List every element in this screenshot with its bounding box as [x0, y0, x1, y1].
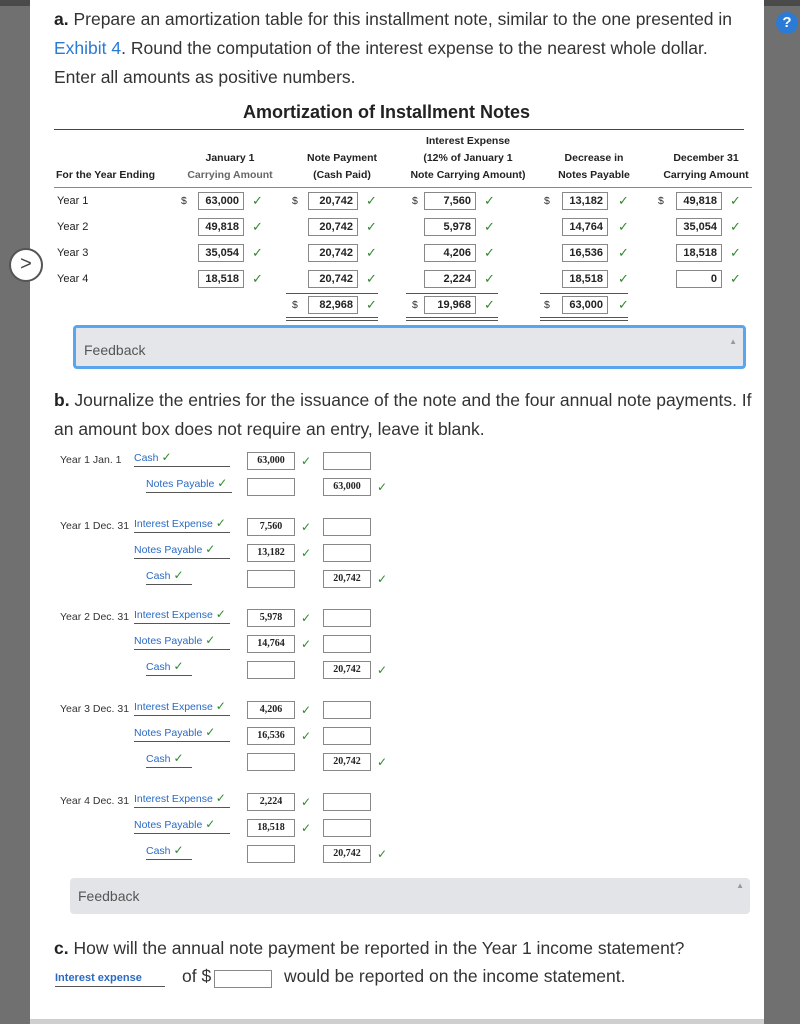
- check-icon: ✓: [301, 520, 312, 534]
- credit-input[interactable]: [323, 701, 371, 719]
- help-icon[interactable]: ?: [776, 12, 798, 34]
- check-icon: ✓: [618, 193, 629, 208]
- cell-ending-input[interactable]: 0: [676, 270, 722, 288]
- debit-input[interactable]: 63,000: [247, 452, 295, 470]
- credit-input[interactable]: 20,742: [323, 753, 371, 771]
- entry-date: Year 3 Dec. 31: [60, 703, 130, 715]
- debit-input[interactable]: [247, 753, 295, 771]
- account-select[interactable]: [134, 791, 230, 808]
- account-label: Interest Expense: [134, 518, 213, 530]
- check-icon: ✓: [484, 219, 495, 234]
- check-icon: ✓: [252, 245, 263, 260]
- header-interest: Interest Expense (12% of January 1 Note Carrying Amount): [410, 135, 526, 181]
- account-select[interactable]: [134, 542, 230, 559]
- account-label: Notes Payable: [146, 478, 215, 490]
- credit-input[interactable]: 63,000: [323, 478, 371, 496]
- total-decrease-input[interactable]: 63,000: [562, 296, 608, 314]
- account-label: Interest Expense: [134, 793, 213, 805]
- check-icon: ✓: [161, 450, 172, 464]
- table-title: Amortization of Installment Notes: [243, 102, 531, 122]
- account-label: Cash: [146, 570, 171, 582]
- check-icon: ✓: [301, 454, 312, 468]
- entry-date: Year 1 Dec. 31: [60, 520, 130, 532]
- check-icon: ✓: [366, 193, 377, 208]
- of-label: of $: [182, 966, 212, 986]
- account-label: Cash: [146, 661, 171, 673]
- header-ending: December 31 Carrying Amount: [663, 152, 749, 181]
- header-year: For the Year Ending: [56, 169, 155, 181]
- cell-interest-input[interactable]: 2,224: [424, 270, 476, 288]
- dollar-sign: $: [412, 299, 418, 311]
- cell-interest-input[interactable]: 7,560: [424, 192, 476, 210]
- debit-input[interactable]: [247, 570, 295, 588]
- account-label: Cash: [134, 452, 159, 464]
- header-payment: Note Payment (Cash Paid): [306, 152, 378, 181]
- debit-input[interactable]: [247, 478, 295, 496]
- check-icon: ✓: [730, 245, 741, 260]
- income-statement-select[interactable]: Interest expense: [55, 971, 165, 987]
- header-decrease: Decrease in Notes Payable: [558, 152, 630, 181]
- part-a-prompt: a. Prepare an amortization table for this installment note, similar to the one presented in Exhibit 4. Round the computation of the interest expense to the nearest whole dollar. Enter all amounts as positive numbers.: [54, 9, 733, 87]
- debit-input[interactable]: 7,560: [247, 518, 295, 536]
- check-icon: ✓: [301, 729, 312, 743]
- check-icon: ✓: [173, 659, 184, 673]
- income-amount-input[interactable]: [214, 970, 272, 988]
- part-b-feedback[interactable]: Feedback ▲: [70, 878, 750, 914]
- credit-input[interactable]: [323, 635, 371, 653]
- check-icon: ✓: [301, 795, 312, 809]
- check-icon: ✓: [366, 297, 377, 312]
- account-label: Cash: [146, 753, 171, 765]
- check-icon: ✓: [301, 546, 312, 560]
- check-icon: ✓: [173, 843, 184, 857]
- check-icon: ✓: [252, 193, 263, 208]
- debit-input[interactable]: 5,978: [247, 609, 295, 627]
- check-icon: ✓: [377, 755, 388, 769]
- part-c-prompt: c. How will the annual note payment be reported in the Year 1 income statement?: [54, 938, 685, 958]
- credit-input[interactable]: [323, 819, 371, 837]
- part-b-prompt: b. Journalize the entries for the issuance of the note and the four annual note payments. If an amount box does not require an entry, leave it blank.: [54, 390, 752, 439]
- entry-date: Year 2 Dec. 31: [60, 611, 130, 623]
- check-icon: ✓: [377, 480, 388, 494]
- bottom-edge: [30, 1019, 764, 1024]
- entry-date: Year 4 Dec. 31: [60, 795, 130, 807]
- cell-carrying-input[interactable]: 63,000: [198, 192, 244, 210]
- account-label: Interest Expense: [134, 701, 213, 713]
- debit-input[interactable]: [247, 845, 295, 863]
- cell-ending-input[interactable]: 35,054: [676, 218, 722, 236]
- dollar-sign: $: [292, 195, 298, 207]
- cell-decrease-input[interactable]: 16,536: [562, 244, 608, 262]
- total-rule: [286, 293, 378, 294]
- debit-input[interactable]: 13,182: [247, 544, 295, 562]
- double-underline: [286, 317, 378, 321]
- account-select[interactable]: [146, 568, 192, 585]
- account-label: Cash: [146, 845, 171, 857]
- dollar-sign: $: [658, 195, 664, 207]
- row-label: Year 4: [57, 273, 89, 285]
- check-icon: ✓: [215, 699, 226, 713]
- check-icon: ✓: [618, 271, 629, 286]
- row-label: Year 1: [57, 195, 89, 207]
- check-icon: ✓: [217, 476, 228, 490]
- cell-decrease-input[interactable]: 13,182: [562, 192, 608, 210]
- check-icon: ✓: [205, 633, 216, 647]
- total-rule: [406, 293, 498, 294]
- check-icon: ✓: [205, 725, 216, 739]
- account-label: Interest Expense: [134, 609, 213, 621]
- account-select[interactable]: [134, 699, 230, 716]
- debit-input[interactable]: 16,536: [247, 727, 295, 745]
- credit-input[interactable]: [323, 609, 371, 627]
- exhibit-link[interactable]: Exhibit 4: [54, 38, 122, 58]
- cell-payment-input[interactable]: 20,742: [308, 270, 358, 288]
- check-icon: ✓: [173, 568, 184, 582]
- check-icon: ✓: [377, 663, 388, 677]
- account-select[interactable]: [134, 450, 230, 467]
- entry-date: Year 1 Jan. 1: [60, 454, 122, 466]
- check-icon: ✓: [618, 219, 629, 234]
- check-icon: ✓: [377, 572, 388, 586]
- cell-carrying-input[interactable]: 18,518: [198, 270, 244, 288]
- check-icon: ✓: [301, 703, 312, 717]
- next-nav-icon[interactable]: >: [9, 248, 43, 282]
- credit-input[interactable]: [323, 727, 371, 745]
- debit-input[interactable]: 2,224: [247, 793, 295, 811]
- cell-decrease-input[interactable]: 14,764: [562, 218, 608, 236]
- cell-payment-input[interactable]: 20,742: [308, 218, 358, 236]
- cell-carrying-input[interactable]: 49,818: [198, 218, 244, 236]
- check-icon: ✓: [301, 821, 312, 835]
- total-rule: [540, 293, 628, 294]
- check-icon: ✓: [366, 245, 377, 260]
- cell-payment-input[interactable]: 20,742: [308, 244, 358, 262]
- dollar-sign: $: [544, 299, 550, 311]
- cell-interest-input[interactable]: 4,206: [424, 244, 476, 262]
- check-icon: ✓: [484, 245, 495, 260]
- debit-input[interactable]: [247, 661, 295, 679]
- cell-carrying-input[interactable]: 35,054: [198, 244, 244, 262]
- dollar-sign: $: [181, 195, 187, 207]
- account-select[interactable]: [146, 659, 192, 676]
- part-a-feedback[interactable]: Feedback ▲: [73, 325, 746, 369]
- credit-input[interactable]: 20,742: [323, 845, 371, 863]
- account-select[interactable]: [134, 607, 230, 624]
- check-icon: ✓: [215, 516, 226, 530]
- check-icon: ✓: [484, 297, 495, 312]
- check-icon: ✓: [301, 611, 312, 625]
- check-icon: ✓: [484, 271, 495, 286]
- check-icon: ✓: [730, 219, 741, 234]
- account-select[interactable]: [146, 751, 192, 768]
- account-label: Notes Payable: [134, 727, 203, 739]
- account-label: Notes Payable: [134, 544, 203, 556]
- check-icon: ✓: [173, 751, 184, 765]
- total-payment-input[interactable]: 82,968: [308, 296, 358, 314]
- check-icon: ✓: [205, 817, 216, 831]
- header-rule: [54, 187, 752, 188]
- account-select[interactable]: [146, 476, 232, 493]
- dollar-sign: $: [544, 195, 550, 207]
- credit-input[interactable]: [323, 793, 371, 811]
- account-select[interactable]: [134, 633, 230, 650]
- check-icon: ✓: [252, 271, 263, 286]
- row-label: Year 2: [57, 221, 89, 233]
- debit-input[interactable]: 4,206: [247, 701, 295, 719]
- check-icon: ✓: [730, 271, 741, 286]
- check-icon: ✓: [215, 607, 226, 621]
- account-select[interactable]: [146, 843, 192, 860]
- credit-input[interactable]: 20,742: [323, 661, 371, 679]
- check-icon: ✓: [366, 271, 377, 286]
- double-underline: [540, 317, 628, 321]
- check-icon: ✓: [366, 219, 377, 234]
- account-label: Notes Payable: [134, 635, 203, 647]
- header-carrying: January 1 Carrying Amount: [187, 152, 273, 181]
- credit-input[interactable]: [323, 452, 371, 470]
- double-underline: [406, 317, 498, 321]
- part-c-tail: would be reported on the income statement.: [284, 966, 626, 986]
- check-icon: ✓: [205, 542, 216, 556]
- table-top-rule: [54, 129, 744, 130]
- cell-ending-input[interactable]: 18,518: [676, 244, 722, 262]
- question-panel: [30, 0, 764, 1024]
- check-icon: ✓: [252, 219, 263, 234]
- account-select[interactable]: [134, 725, 230, 742]
- credit-input[interactable]: [323, 518, 371, 536]
- check-icon: ✓: [377, 847, 388, 861]
- debit-input[interactable]: 14,764: [247, 635, 295, 653]
- row-label: Year 3: [57, 247, 89, 259]
- cell-ending-input[interactable]: 49,818: [676, 192, 722, 210]
- debit-input[interactable]: 18,518: [247, 819, 295, 837]
- cell-payment-input[interactable]: 20,742: [308, 192, 358, 210]
- credit-input[interactable]: 20,742: [323, 570, 371, 588]
- check-icon: ✓: [618, 297, 629, 312]
- check-icon: ✓: [301, 637, 312, 651]
- check-icon: ✓: [215, 791, 226, 805]
- check-icon: ✓: [618, 245, 629, 260]
- check-icon: ✓: [484, 193, 495, 208]
- total-interest-input[interactable]: 19,968: [424, 296, 476, 314]
- account-select[interactable]: [134, 817, 230, 834]
- check-icon: ✓: [730, 193, 741, 208]
- cell-interest-input[interactable]: 5,978: [424, 218, 476, 236]
- account-select[interactable]: [134, 516, 230, 533]
- cell-decrease-input[interactable]: 18,518: [562, 270, 608, 288]
- account-label: Notes Payable: [134, 819, 203, 831]
- dollar-sign: $: [412, 195, 418, 207]
- dollar-sign: $: [292, 299, 298, 311]
- credit-input[interactable]: [323, 544, 371, 562]
